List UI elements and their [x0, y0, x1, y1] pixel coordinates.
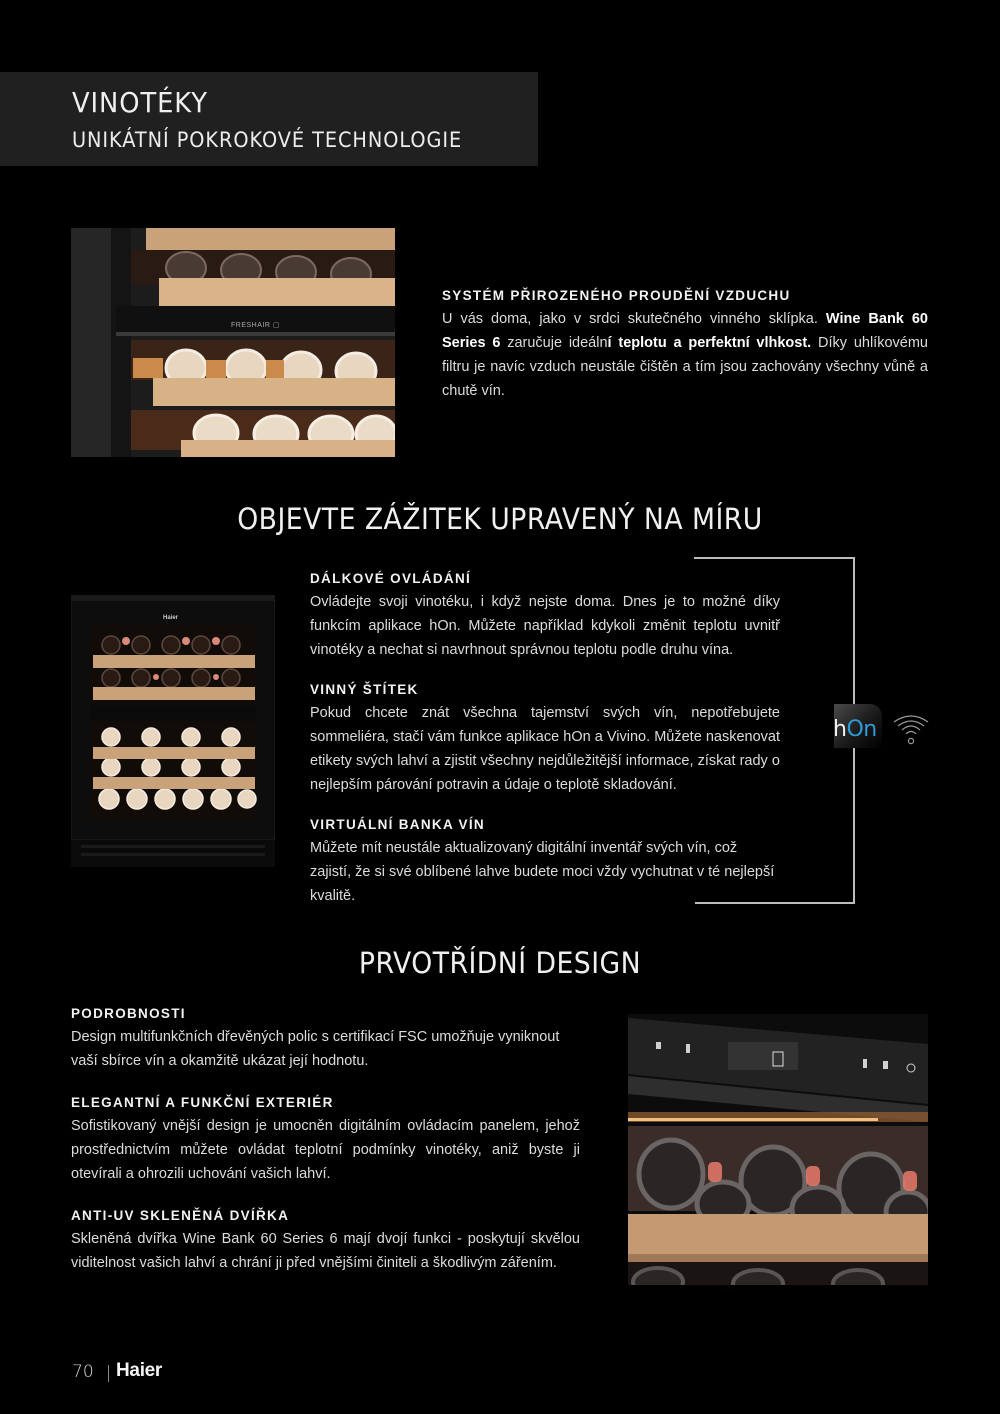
- feature-body: Můžete mít neustále aktualizovaný digitální inventář svých vín, což zajistí, že si své oblíbené lahve budete moci vždy vychutnat v té nejlepší kvalitě.: [310, 840, 775, 904]
- haier-logo: Haier: [116, 1360, 163, 1381]
- footer-divider: [108, 1365, 109, 1382]
- haier-logo-small: Haier: [163, 615, 179, 621]
- freshair-label: FRESHAIR ▢: [231, 322, 280, 329]
- feature-body: Design multifunkčních dřevěných polic s certifikací FSC umožňuje vyniknout vaší sbírce vín a okamžitě ukázat její hodnotu.: [71, 1029, 560, 1069]
- feature-title: VINNÝ ŠTÍTEK: [310, 682, 419, 697]
- bracket-line-top: [694, 557, 855, 559]
- feature-details: [71, 1006, 580, 1073]
- feature-title: PODROBNOSTI: [71, 1006, 186, 1021]
- feature-title: ANTI-UV SKLENĚNÁ DVÍŘKA: [71, 1208, 290, 1223]
- features-smart: [310, 571, 780, 908]
- bracket-line-bottom: [695, 902, 855, 904]
- body-text: zaručuje ideáln: [500, 335, 608, 351]
- section-heading-custom-experience: OBJEVTE ZÁŽITEK UPRAVENÝ NA MÍRU: [237, 502, 763, 536]
- control-panel-bottles-photo: [628, 1014, 928, 1285]
- feature-body: Sofistikovaný vnější design je umocněn digitálním ovládacím panelem, jehož prostřednictvím můžete ovládat teplotní podmínky vinotéky, aniž byste ji otevírali a ohrozili uchování vašich lahví.: [71, 1118, 580, 1182]
- wine-cabinet-front-photo: [71, 595, 275, 867]
- hon-letter-n: n: [863, 717, 877, 742]
- feature-body: Ovládejte svoji vinotéku, i když nejste doma. Dnes je to možné díky funkcím aplikace hOn. Můžete například kdykoli změnit teplotu uvnitř vinotéky a nechat si navrhnout správnou teplotu podle druhu vína.: [310, 594, 780, 658]
- feature-title: VIRTUÁLNÍ BANKA VÍN: [310, 817, 485, 832]
- feature-exterior: [71, 1095, 580, 1186]
- wine-cabinet-drawers-photo: [71, 228, 395, 457]
- feature-wine-label: [310, 682, 780, 797]
- hon-logo-text: [833, 717, 877, 742]
- features-design: [71, 1006, 580, 1275]
- feature-anti-uv-door: [71, 1208, 580, 1275]
- emphasis-text: í teplotu a perfektní vlhkost.: [607, 335, 812, 351]
- feature-title: SYSTÉM PŘIROZENÉHO PROUDĚNÍ VZDUCHU: [442, 288, 791, 303]
- feature-air-flow: [442, 288, 928, 403]
- body-text: U vás doma, jako v srdci skutečného vinného sklípka.: [442, 311, 826, 327]
- feature-body: Skleněná dvířka Wine Bank 60 Series 6 mají dvojí funkci - poskytují skvělou viditelnost vašich lahví a chrání ji před vnějšími činiteli a škodlivým zářením.: [71, 1231, 580, 1271]
- feature-title: ELEGANTNÍ A FUNKČNÍ EXTERIÉR: [71, 1095, 334, 1110]
- section-heading-premium-design: PRVOTŘÍDNÍ DESIGN: [358, 946, 642, 980]
- feature-body: [442, 307, 928, 403]
- body-text: Díky uhlíkovému filtru je navíc vzduch neustále čištěn a tím jsou zachovány všechny vůně a chutě vín.: [442, 335, 928, 399]
- hon-letter-h: h: [833, 717, 847, 742]
- wifi-icon: [891, 712, 931, 748]
- product-name: Wine Bank 60 Series 6: [442, 311, 928, 351]
- page-number: 70: [72, 1362, 94, 1382]
- feature-body: Pokud chcete znát všechna tajemství svých vín, nepotřebujete sommeliéra, stačí vám funkce aplikace hOn a Vivino. Můžete naskenovat etikety svých lahví a zjistit všechny nejdůležitější informace, získat rady o nejlepším párování potravin a údaje o teplotě skladování.: [310, 705, 780, 793]
- page-subtitle: UNIKÁTNÍ POKROKOVÉ TECHNOLOGIE: [72, 128, 463, 152]
- hon-letter-o: O: [846, 717, 864, 742]
- page-title: VINOTÉKY: [72, 86, 208, 119]
- feature-virtual-wine-bank: [310, 817, 780, 908]
- feature-remote-control: [310, 571, 780, 662]
- feature-title: DÁLKOVÉ OVLÁDÁNÍ: [310, 571, 472, 586]
